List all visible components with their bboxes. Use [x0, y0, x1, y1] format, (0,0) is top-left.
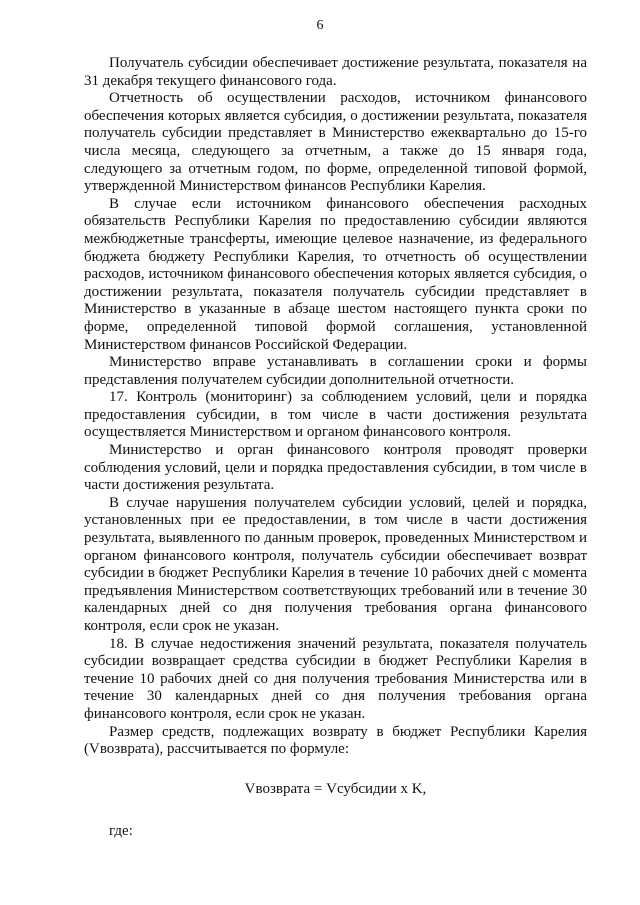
paragraph-control-monitoring: 17. Контроль (мониторинг) за соблюдением условий, цели и порядка предоставления субсидии, в том числе в части достижения результата осуществляется Министерством и органом финансового контроля.: [84, 389, 587, 441]
paragraph-additional-reporting: Министерство вправе устанавливать в соглашении сроки и формы представления получателем субсидии дополнительной отчетности.: [84, 354, 587, 388]
paragraph-refund-amount: Размер средств, подлежащих возврату в бюджет Республики Карелия (Vвозврата), рассчитывается по формуле:: [84, 723, 587, 758]
formula-where-label: где:: [109, 822, 133, 839]
page-number: 6: [316, 18, 324, 33]
document-body: [84, 55, 587, 840]
paragraph-non-achievement-refund: 18. В случае недостижения значений результата, показателя получатель субсидии возвращает средства субсидии в бюджет Республики Карелия в течение 10 рабочих дней со дня получения требования Министерства или в течение 30 календарных дней со дня получения требования органа финансового контроля, если срок не указан.: [84, 635, 587, 722]
paragraph-violation-refund: В случае нарушения получателем субсидии условий, целей и порядка, установленных при ее предоставлении, в том числе в части достижения результата, выявленного по данным проверок, проведенных Министерством и органом финансового контроля, получатель субсидии обеспечивает возврат субсидии в бюджет Республики Карелия в течение 10 рабочих дней с момента предъявления Министерством соответствующих требований или в течение 30 календарных дней со дня получения требования органа финансового контроля, если срок не указан.: [84, 494, 587, 634]
paragraph-result-achievement: Получатель субсидии обеспечивает достижение результата, показателя на 31 декабря текущего финансового года.: [84, 55, 587, 89]
paragraph-federal-transfers: В случае если источником финансового обеспечения расходных обязательств Республики Карелия по предоставлению субсидии являются межбюджетные трансферты, имеющие целевое назначение, из федерального бюджета бюджету Республики Карелия, то отчетность об осуществлении расходов, источником финансового обеспечения которых является субсидия, о достижении результата, показателя получатель субсидии представляет в Министерство в указанные в абзаце шестом настоящего пункта сроки по форме, определенной типовой формой соглашения, установленной Министерством финансов Российской Федерации.: [84, 195, 587, 353]
paragraph-reporting-schedule: Отчетность об осуществлении расходов, источником финансового обеспечения которых является субсидия, о достижении результата, показателя получатель субсидии представляет в Министерство ежеквартально до 15-го числа месяца, следующего за отчетным, а также до 15 января года, следующего за отчетным годом, по форме, определенной типовой формой, утвержденной Министерством финансов Республики Карелия.: [84, 90, 587, 195]
paragraph-compliance-checks: Министерство и орган финансового контроля проводят проверки соблюдения условий, цели и порядка предоставления субсидии, в том числе в части достижения результата.: [84, 442, 587, 494]
refund-formula: Vвозврата = Vсубсидии x K,: [244, 780, 427, 797]
